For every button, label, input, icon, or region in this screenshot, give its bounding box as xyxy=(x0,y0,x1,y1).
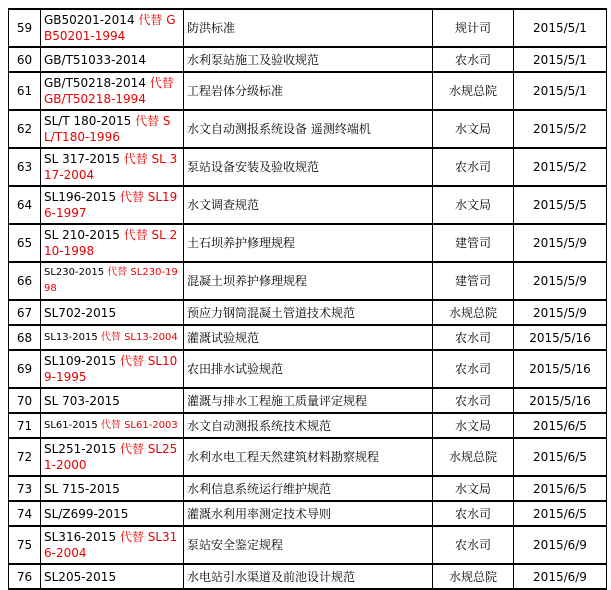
code-current: SL196-2015 xyxy=(44,190,120,204)
code-current: SL205-2015 xyxy=(44,569,117,584)
date-cell: 2015/5/9 xyxy=(514,262,607,300)
code-current: SL 703-2015 xyxy=(44,393,120,408)
code-current: SL702-2015 xyxy=(44,305,117,320)
date-cell: 2015/5/9 xyxy=(514,300,607,325)
date-cell: 2015/5/16 xyxy=(514,388,607,413)
row-number-cell: 61 xyxy=(9,72,41,110)
code-current: SL109-2015 xyxy=(44,354,120,368)
standard-name-cell: 预应力钢筒混凝土管道技术规范 xyxy=(184,300,433,325)
department-cell: 农水司 xyxy=(433,388,514,413)
code-current: GB50201-2014 xyxy=(44,13,139,27)
standard-code-cell xyxy=(41,413,184,438)
code-replaced: 代替 SL13-2004 xyxy=(100,331,178,343)
row-number-cell: 75 xyxy=(9,526,41,564)
code-replaced: 代替 SL 317-2004 xyxy=(44,152,178,182)
date-cell: 2015/5/1 xyxy=(514,9,607,47)
date-cell: 2015/5/9 xyxy=(514,224,607,262)
row-number-cell: 74 xyxy=(9,501,41,526)
standard-code-cell xyxy=(41,564,184,589)
standard-code-cell xyxy=(41,9,184,47)
department-cell: 农水司 xyxy=(433,47,514,72)
standard-code-cell xyxy=(41,350,184,388)
table-row xyxy=(9,413,607,438)
code-replaced: 代替 SL316-2004 xyxy=(44,530,178,560)
table-row xyxy=(9,110,607,148)
code-replaced: 代替 SL109-1995 xyxy=(44,354,178,384)
table-row xyxy=(9,262,607,300)
department-cell: 水文局 xyxy=(433,476,514,501)
standards-table xyxy=(8,8,607,590)
row-number-cell: 63 xyxy=(9,148,41,186)
standard-name-cell: 工程岩体分级标准 xyxy=(184,72,433,110)
code-current: GB/T50218-2014 xyxy=(44,76,150,90)
standard-name-cell: 泵站设备安装及验收规范 xyxy=(184,148,433,186)
department-cell: 农水司 xyxy=(433,325,514,350)
date-cell: 2015/5/16 xyxy=(514,350,607,388)
standard-name-cell: 水利水电工程天然建筑材料勘察规程 xyxy=(184,438,433,476)
row-number-cell: 66 xyxy=(9,262,41,300)
standard-name-cell: 灌溉水利用率测定技术导则 xyxy=(184,501,433,526)
department-cell: 农水司 xyxy=(433,148,514,186)
table-row xyxy=(9,476,607,501)
table-row xyxy=(9,501,607,526)
table-row xyxy=(9,300,607,325)
code-current: SL251-2015 xyxy=(44,442,120,456)
row-number-cell: 68 xyxy=(9,325,41,350)
code-replaced: 代替 SL/T180-1996 xyxy=(44,114,171,144)
date-cell: 2015/6/9 xyxy=(514,526,607,564)
table-row xyxy=(9,526,607,564)
code-replaced: 代替 SL61-2003 xyxy=(100,419,178,431)
date-cell: 2015/5/1 xyxy=(514,72,607,110)
standard-name-cell: 农田排水试验规范 xyxy=(184,350,433,388)
date-cell: 2015/6/9 xyxy=(514,564,607,589)
department-cell: 水文局 xyxy=(433,413,514,438)
code-current: GB/T51033-2014 xyxy=(44,52,146,67)
standard-name-cell: 水文自动测报系统设备 遥测终端机 xyxy=(184,110,433,148)
code-current: SL316-2015 xyxy=(44,530,120,544)
date-cell: 2015/6/5 xyxy=(514,438,607,476)
department-cell: 水文局 xyxy=(433,110,514,148)
code-replaced: 代替 SL196-1997 xyxy=(44,190,178,220)
standard-name-cell: 水利泵站施工及验收规范 xyxy=(184,47,433,72)
standard-code-cell xyxy=(41,325,184,350)
standard-name-cell: 泵站安全鉴定规程 xyxy=(184,526,433,564)
department-cell: 农水司 xyxy=(433,350,514,388)
standard-code-cell xyxy=(41,388,184,413)
row-number-cell: 67 xyxy=(9,300,41,325)
date-cell: 2015/5/16 xyxy=(514,325,607,350)
department-cell: 建管司 xyxy=(433,224,514,262)
code-current: SL61-2015 xyxy=(44,419,101,431)
code-replaced: 代替 GB/T50218-1994 xyxy=(44,76,174,106)
standard-code-cell xyxy=(41,438,184,476)
table-row xyxy=(9,148,607,186)
table-row xyxy=(9,564,607,589)
code-replaced: 代替 GB50201-1994 xyxy=(44,13,176,43)
standard-code-cell xyxy=(41,186,184,224)
row-number-cell: 69 xyxy=(9,350,41,388)
row-number-cell: 62 xyxy=(9,110,41,148)
code-replaced: 代替 SL 210-1998 xyxy=(44,228,178,258)
row-number-cell: 64 xyxy=(9,186,41,224)
row-number-cell: 60 xyxy=(9,47,41,72)
code-current: SL230-2015 xyxy=(44,267,108,278)
table-row xyxy=(9,72,607,110)
department-cell: 农水司 xyxy=(433,501,514,526)
standard-code-cell xyxy=(41,300,184,325)
standard-code-cell xyxy=(41,47,184,72)
department-cell: 规计司 xyxy=(433,9,514,47)
row-number-cell: 73 xyxy=(9,476,41,501)
row-number-cell: 72 xyxy=(9,438,41,476)
standard-name-cell: 水文自动测报系统技术规范 xyxy=(184,413,433,438)
standard-name-cell: 灌溉与排水工程施工质量评定规程 xyxy=(184,388,433,413)
department-cell: 水规总院 xyxy=(433,72,514,110)
code-current: SL 715-2015 xyxy=(44,481,120,496)
table-row xyxy=(9,9,607,47)
date-cell: 2015/6/5 xyxy=(514,413,607,438)
date-cell: 2015/5/5 xyxy=(514,186,607,224)
standard-code-cell xyxy=(41,501,184,526)
row-number-cell: 65 xyxy=(9,224,41,262)
department-cell: 水规总院 xyxy=(433,300,514,325)
code-replaced: 代替 SL230-1998 xyxy=(44,267,178,294)
date-cell: 2015/5/1 xyxy=(514,47,607,72)
table-row xyxy=(9,438,607,476)
standards-table-body xyxy=(9,9,607,589)
standard-code-cell xyxy=(41,148,184,186)
date-cell: 2015/6/5 xyxy=(514,501,607,526)
table-row xyxy=(9,47,607,72)
date-cell: 2015/5/2 xyxy=(514,148,607,186)
row-number-cell: 59 xyxy=(9,9,41,47)
table-row xyxy=(9,186,607,224)
code-current: SL13-2015 xyxy=(44,331,101,343)
standard-code-cell xyxy=(41,224,184,262)
row-number-cell: 71 xyxy=(9,413,41,438)
table-row xyxy=(9,350,607,388)
date-cell: 2015/6/5 xyxy=(514,476,607,501)
table-row xyxy=(9,388,607,413)
standard-name-cell: 防洪标准 xyxy=(184,9,433,47)
date-cell: 2015/5/2 xyxy=(514,110,607,148)
standard-name-cell: 灌溉试验规范 xyxy=(184,325,433,350)
code-replaced: 代替 SL251-2000 xyxy=(44,442,178,472)
table-row xyxy=(9,325,607,350)
standard-code-cell xyxy=(41,72,184,110)
code-current: SL 210-2015 xyxy=(44,228,124,242)
standard-name-cell: 混凝土坝养护修理规程 xyxy=(184,262,433,300)
standard-code-cell xyxy=(41,262,184,300)
standard-code-cell xyxy=(41,110,184,148)
code-current: SL/Z699-2015 xyxy=(44,506,129,521)
department-cell: 农水司 xyxy=(433,526,514,564)
department-cell: 水规总院 xyxy=(433,564,514,589)
department-cell: 建管司 xyxy=(433,262,514,300)
row-number-cell: 70 xyxy=(9,388,41,413)
code-current: SL 317-2015 xyxy=(44,152,124,166)
department-cell: 水文局 xyxy=(433,186,514,224)
standard-name-cell: 土石坝养护修理规程 xyxy=(184,224,433,262)
standard-name-cell: 水电站引水渠道及前池设计规范 xyxy=(184,564,433,589)
table-row xyxy=(9,224,607,262)
department-cell: 水规总院 xyxy=(433,438,514,476)
standard-code-cell xyxy=(41,526,184,564)
row-number-cell: 76 xyxy=(9,564,41,589)
code-current: SL/T 180-2015 xyxy=(44,114,136,128)
standard-code-cell xyxy=(41,476,184,501)
standard-name-cell: 水文调查规范 xyxy=(184,186,433,224)
standard-name-cell: 水利信息系统运行维护规范 xyxy=(184,476,433,501)
